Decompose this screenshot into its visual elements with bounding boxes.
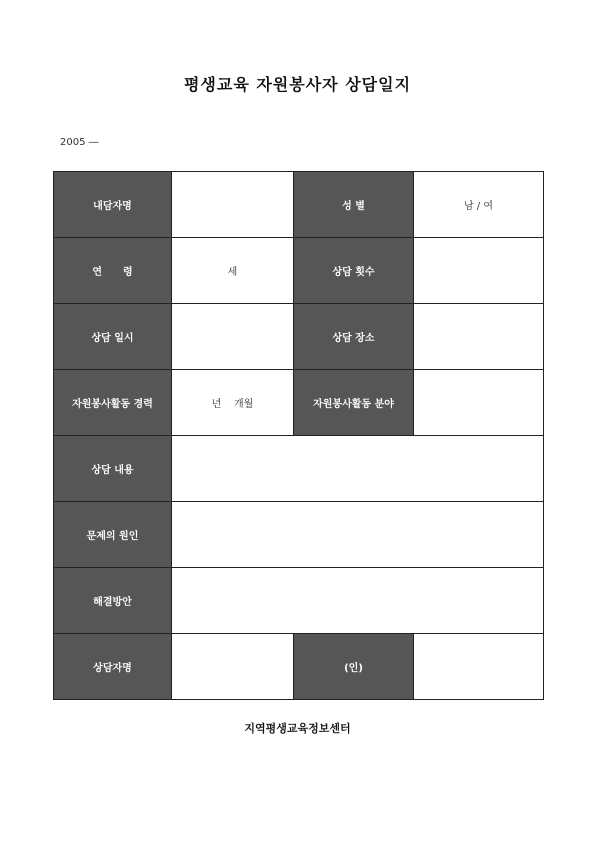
seal-field[interactable] xyxy=(414,634,544,700)
client-name-label: 내담자명 xyxy=(54,172,172,238)
form-row-cause xyxy=(54,502,544,568)
session-datetime-field[interactable] xyxy=(172,304,294,370)
seal-label: (인) xyxy=(294,634,414,700)
age-label: 연 령 xyxy=(54,238,172,304)
form-row-content xyxy=(54,436,544,502)
age-field[interactable]: 세 xyxy=(172,238,294,304)
volunteer-career-field[interactable]: 년 개월 xyxy=(172,370,294,436)
session-content-field[interactable] xyxy=(172,436,544,502)
session-place-label: 상담 장소 xyxy=(294,304,414,370)
session-datetime-label: 상담 일시 xyxy=(54,304,172,370)
client-name-field[interactable] xyxy=(172,172,294,238)
session-count-field[interactable] xyxy=(414,238,544,304)
problem-cause-field[interactable] xyxy=(172,502,544,568)
counselor-name-field[interactable] xyxy=(172,634,294,700)
form-row-solution xyxy=(54,568,544,634)
session-count-label: 상담 횟수 xyxy=(294,238,414,304)
solution-field[interactable] xyxy=(172,568,544,634)
session-place-field[interactable] xyxy=(414,304,544,370)
volunteer-area-field[interactable] xyxy=(414,370,544,436)
counselor-name-label: 상담자명 xyxy=(54,634,172,700)
problem-cause-label: 문제의 원인 xyxy=(54,502,172,568)
gender-label: 성 별 xyxy=(294,172,414,238)
form-row-client xyxy=(54,172,544,238)
solution-label: 해결방안 xyxy=(54,568,172,634)
counseling-form-table xyxy=(53,171,544,700)
issuer-footer: 지역평생교육정보센터 xyxy=(244,722,351,735)
volunteer-career-label: 자원봉사활동 경력 xyxy=(54,370,172,436)
form-row-age xyxy=(54,238,544,304)
form-row-counselor xyxy=(54,634,544,700)
form-row-volunteer xyxy=(54,370,544,436)
date-field: 2005 ― xyxy=(60,137,99,148)
form-row-datetime xyxy=(54,304,544,370)
volunteer-area-label: 자원봉사활동 분야 xyxy=(294,370,414,436)
document-title: 평생교육 자원봉사자 상담일지 xyxy=(183,75,412,94)
session-content-label: 상담 내용 xyxy=(54,436,172,502)
gender-field[interactable]: 남 / 여 xyxy=(414,172,544,238)
